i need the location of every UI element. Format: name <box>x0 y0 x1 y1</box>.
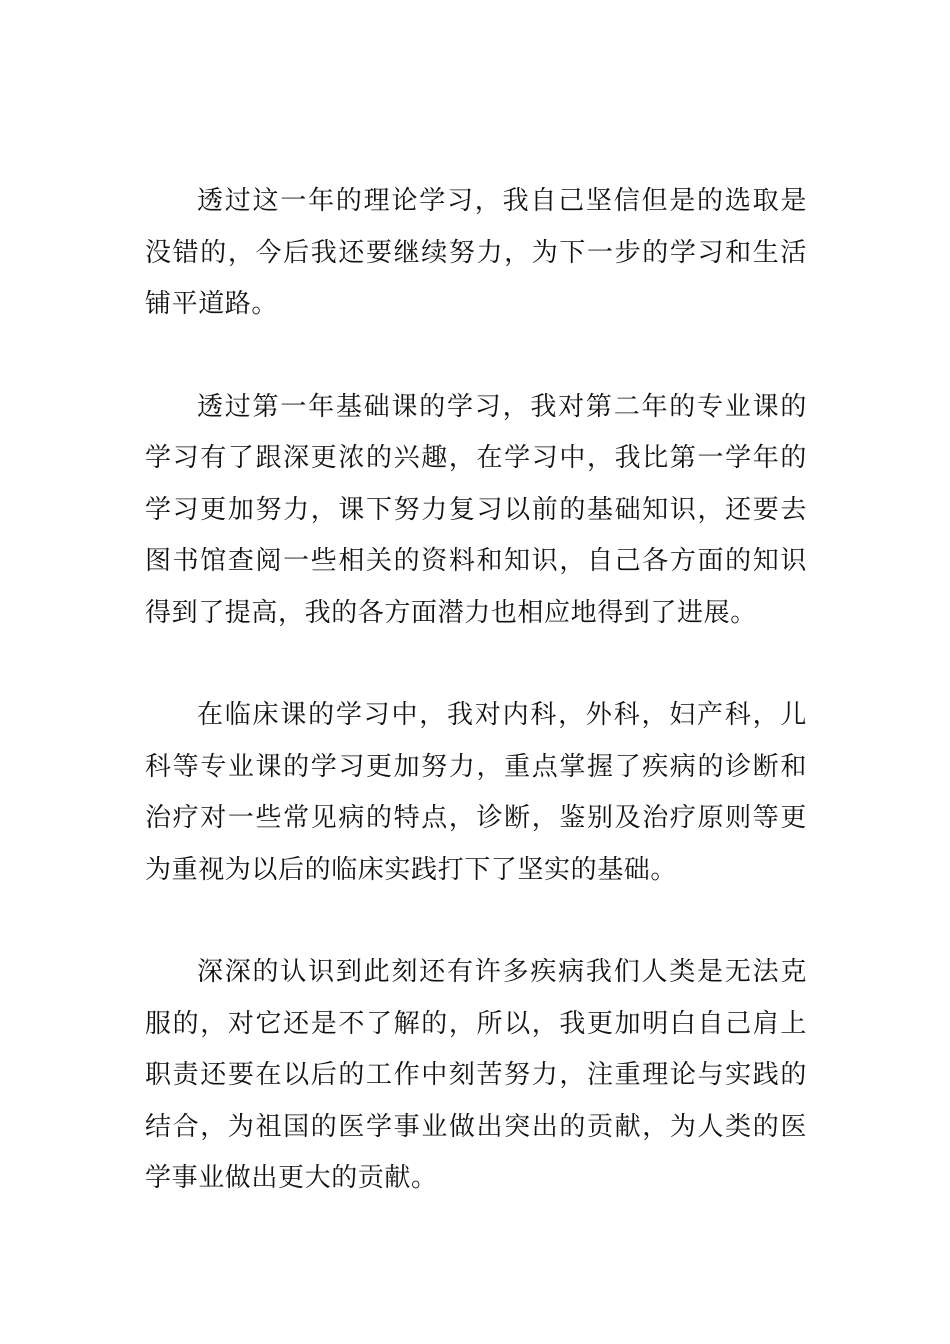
paragraph-basic-courses: 透过第一年基础课的学习，我对第二年的专业课的学习有了跟深更浓的兴趣，在学习中，我比第一学年的学习更加努力，课下努力复习以前的基础知识，还要去图书馆查阅一些相关的资料和知识，自己各方面的知识得到了提高，我的各方面潜力也相应地得到了进展。 <box>145 391 807 628</box>
document-body <box>145 176 807 1205</box>
paragraph-theory-study: 透过这一年的理论学习，我自己坚信但是的选取是没错的，今后我还要继续努力，为下一步的学习和生活铺平道路。 <box>145 186 807 319</box>
paragraph-clinical-courses: 在临床课的学习中，我对内科，外科，妇产科，儿科等专业课的学习更加努力，重点掌握了疾病的诊断和治疗对一些常见病的特点，诊断，鉴别及治疗原则等更为重视为以后的临床实践打下了坚实的基础。 <box>145 700 807 885</box>
paragraph-responsibility: 深深的认识到此刻还有许多疾病我们人类是无法克服的，对它还是不了解的，所以，我更加明白自己肩上职责还要在以后的工作中刻苦努力，注重理论与实践的结合，为祖国的医学事业做出突出的贡献，为人类的医学事业做出更大的贡献。 <box>145 957 807 1193</box>
